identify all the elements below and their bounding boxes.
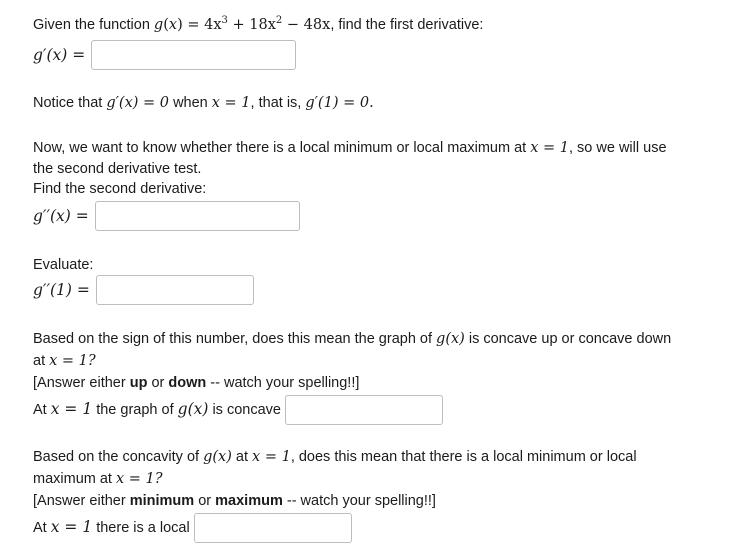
evaluate-label-expr: g′′(1) = — [33, 281, 90, 300]
term-1-exponent: 3 — [221, 15, 228, 26]
notice-expr-2: x = 1 — [211, 95, 251, 111]
evaluate-row — [33, 275, 254, 305]
notice-mid: when — [173, 95, 208, 111]
evaluate-label: Evaluate: — [33, 257, 94, 273]
para4-line2-pre: maximum at — [33, 471, 112, 487]
notice-expr-3: g′(1) = 0. — [305, 95, 374, 111]
concavity-line-2 — [33, 351, 96, 371]
para3-line3-a: [Answer either — [33, 375, 126, 391]
intro-text: Given the function — [33, 17, 150, 33]
para3-line1-expr: g(x) — [436, 331, 465, 347]
extremum-answer-row — [33, 512, 352, 543]
concavity-instructions — [33, 373, 359, 393]
para3-line4-post: is concave — [212, 402, 281, 418]
intro-tail: , find the first derivative: — [330, 17, 484, 33]
para4-line1-pre: Based on the concavity of — [33, 449, 200, 465]
para4-line1-expr2: x = 1 — [252, 449, 291, 465]
eq-sign: = — [187, 17, 200, 33]
para4-line1-mid: at — [235, 449, 248, 465]
notice-pre: Notice that — [33, 95, 103, 111]
para3-line3-e: -- watch your spelling!!] — [210, 375, 360, 391]
extremum-line-1 — [33, 447, 637, 467]
term-2: 18x — [249, 17, 276, 33]
second-derivative-intro-line-3: Find the second derivative: — [33, 181, 207, 197]
second-derivative-intro-line-2: the second derivative test. — [33, 161, 202, 177]
para2-line1-expr: x = 1 — [530, 140, 569, 156]
extremum-input[interactable] — [194, 513, 352, 543]
first-derivative-row — [33, 40, 296, 70]
para3-line4-expr: x = 1 — [50, 400, 93, 418]
para4-line4-expr: x = 1 — [50, 518, 93, 536]
first-derivative-label: g′(x) = — [33, 46, 86, 65]
concavity-answer-label — [33, 394, 281, 425]
function-expression: $g(x) = 4x^3 + 18x^2 - 48x$ — [153, 15, 331, 33]
para3-option-down: down — [168, 375, 207, 391]
notice-statement — [33, 93, 374, 113]
para3-line3-c: or — [151, 375, 165, 391]
extremum-line-2 — [33, 469, 163, 489]
second-derivative-at-1-input[interactable] — [96, 275, 254, 305]
para3-line1-post: is concave up or concave down — [468, 331, 672, 347]
para4-line2-expr: x = 1? — [116, 471, 163, 487]
function-statement — [33, 15, 483, 35]
para2-line1-pre: Now, we want to know whether there is a local minimum or local maximum at — [33, 140, 527, 156]
extremum-answer-label — [33, 512, 190, 543]
para3-line4-pre: At — [33, 402, 47, 418]
concavity-line-1 — [33, 329, 671, 349]
term-2-exponent: 2 — [275, 15, 283, 26]
para3-line2-pre: at — [33, 353, 46, 369]
para4-line1-expr: g(x) — [203, 449, 232, 465]
notice-expr-1: g′(x) = 0 — [106, 95, 170, 111]
para4-option-minimum: minimum — [129, 493, 195, 509]
term-3: 48x — [303, 17, 331, 33]
term-1: 4x — [204, 17, 222, 33]
second-derivative-intro-line-1 — [33, 138, 667, 158]
para4-option-maximum: maximum — [215, 493, 283, 509]
para4-line3-c: or — [198, 493, 212, 509]
para4-line3-e: -- watch your spelling!!] — [286, 493, 436, 509]
op-2: − — [286, 17, 300, 33]
para3-option-up: up — [129, 375, 148, 391]
para4-line1-post: , does this mean that there is a local minimum or local — [290, 449, 637, 465]
second-derivative-row — [33, 201, 300, 231]
para2-line1-post: , so we will use — [569, 140, 667, 156]
para3-line4-expr2: g(x) — [177, 400, 209, 418]
func-var: x — [168, 17, 178, 33]
notice-mid-2: , that is, — [250, 95, 302, 111]
second-derivative-label: g′′(x) = — [33, 207, 89, 226]
second-derivative-input[interactable] — [95, 201, 300, 231]
concavity-input[interactable] — [285, 395, 443, 425]
para4-line4-pre: At — [33, 520, 47, 536]
para3-line2-expr: x = 1? — [49, 353, 96, 369]
func-name: g — [153, 17, 164, 33]
concavity-answer-row — [33, 394, 443, 425]
para4-line4-post: there is a local — [96, 520, 190, 536]
para4-line3-a: [Answer either — [33, 493, 126, 509]
first-derivative-input[interactable] — [91, 40, 296, 70]
para3-line1-pre: Based on the sign of this number, does this mean the graph of — [33, 331, 433, 347]
op-1: + — [232, 17, 245, 33]
para3-line4-mid: the graph of — [96, 402, 174, 418]
extremum-instructions — [33, 491, 436, 511]
